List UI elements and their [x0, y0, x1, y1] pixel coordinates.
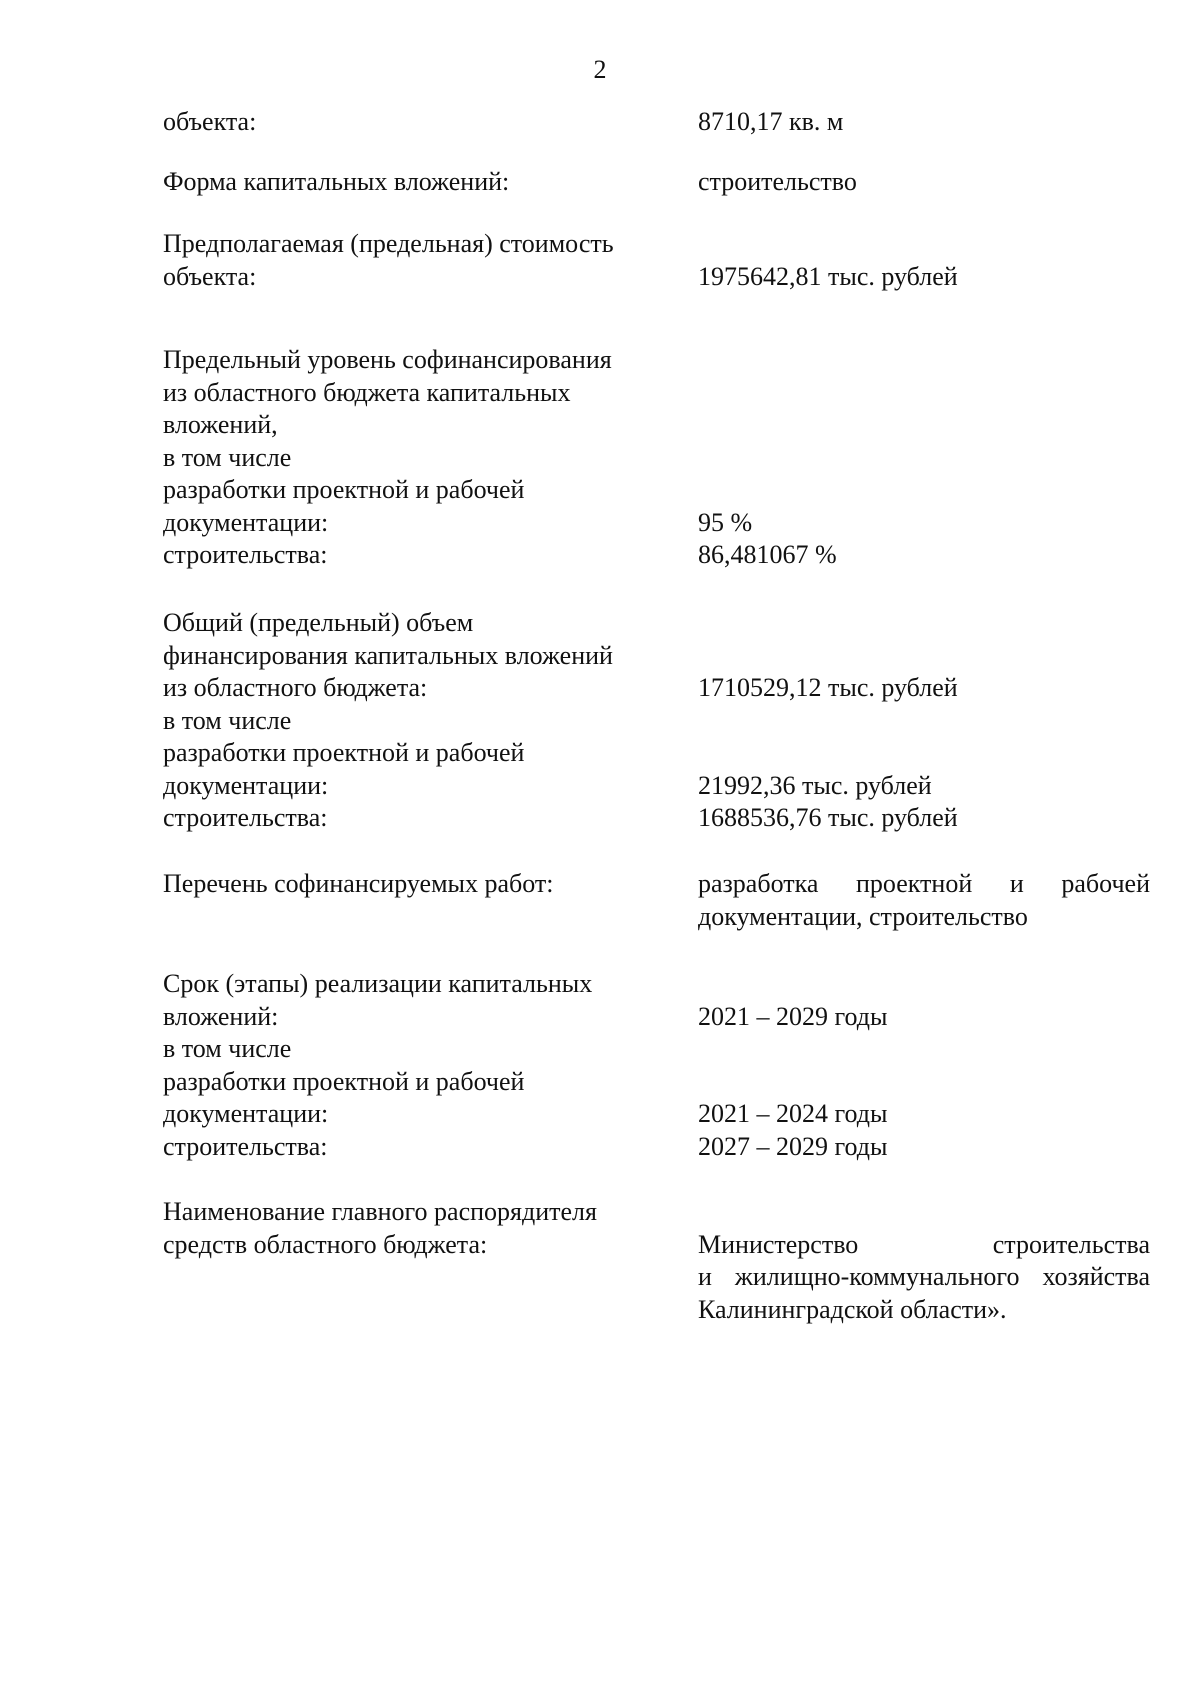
- value-line: 95 %: [698, 507, 753, 537]
- value-line: и жилищно-коммунального хозяйства: [698, 1262, 1150, 1291]
- value-line: 8710,17 кв. м: [698, 107, 844, 136]
- value-line: 1710529,12 тыс. рублей: [698, 673, 958, 702]
- row-label: Перечень софинансируемых работ:: [163, 869, 554, 898]
- row-label: Предполагаемая (предельная) стоимость объекта:: [163, 229, 614, 291]
- value-line: строительство: [698, 167, 857, 196]
- row-label: объекта:: [163, 107, 257, 136]
- row-label: Наименование главного распорядителя средств областного бюджета:: [163, 1197, 597, 1259]
- row-label: Форма капитальных вложений:: [163, 167, 510, 196]
- value-line: 1975642,81 тыс. рублей: [698, 261, 958, 291]
- row-value: [698, 1229, 1150, 1327]
- page-number: 2: [593, 55, 607, 84]
- value-line: документации, строительство: [698, 901, 1028, 931]
- value-line: Калининградской области».: [698, 1294, 1007, 1324]
- row-value: [698, 261, 1150, 294]
- value-line: Министерство строительства: [698, 1229, 1150, 1259]
- row-label: Срок (этапы) реализации капитальных вложений: в том числе разработки проектной и рабочей документации: строительства:: [163, 969, 593, 1161]
- value-line: 21992,36 тыс. рублей: [698, 770, 932, 800]
- row-value: [698, 166, 1150, 199]
- value-line: 86,481067 %: [698, 540, 837, 569]
- row-value: [698, 507, 1150, 572]
- value-line: 2021 – 2024 годы: [698, 1099, 888, 1128]
- row-value: [698, 106, 1150, 139]
- value-line: 2021 – 2029 годы: [698, 1001, 888, 1031]
- row-label: Предельный уровень софинансирования из областного бюджета капитальных вложений, в том числе разработки проектной и рабочей документации: строительства:: [163, 345, 612, 569]
- value-line: разработка проектной и рабочей: [698, 869, 1150, 898]
- row-value: [698, 868, 1150, 933]
- value-line: 2027 – 2029 годы: [698, 1131, 888, 1161]
- row-label: Общий (предельный) объем финансирования капитальных вложений из областного бюджета: в том числе разработки проектной и рабочей документации: строительства:: [163, 608, 613, 832]
- value-line: 1688536,76 тыс. рублей: [698, 803, 958, 832]
